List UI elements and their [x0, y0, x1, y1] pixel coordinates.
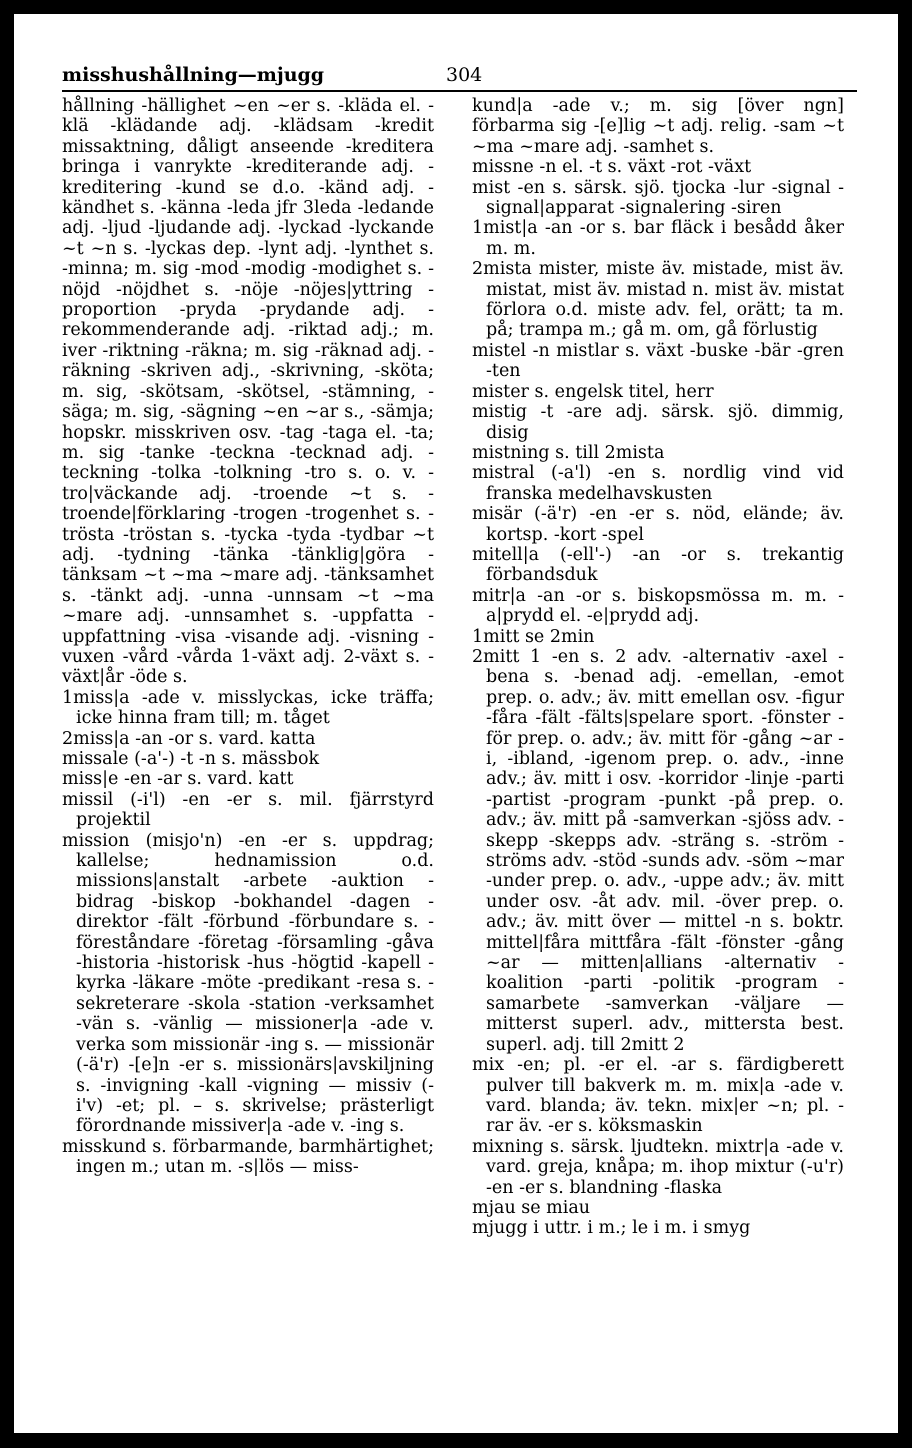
dictionary-entry: misskund s. förbarmande, barmhärtighet; ingen m.; utan m. -s|lös — miss-	[62, 1136, 434, 1178]
dictionary-entry: mjugg i uttr. i m.; le i m. i smyg	[472, 1218, 751, 1239]
dictionary-entry: mitr|a -an -or s. biskopsmössa m. m. -a|prydd el. -e|prydd adj.	[472, 585, 844, 627]
page-number: 304	[446, 64, 483, 86]
dictionary-entry: mistel -n mistlar s. växt -buske -bär -gren -ten	[472, 340, 844, 382]
dictionary-entry: 1mitt se 2min	[472, 626, 595, 647]
dictionary-entry: mistning s. till 2mista	[472, 442, 665, 463]
dictionary-entry: 1miss|a -ade v. misslyckas, icke träffa; icke hinna fram till; m. tåget	[62, 687, 434, 729]
dictionary-page	[14, 14, 898, 1433]
dictionary-entry: 2mista mister, miste äv. mistade, mist äv. mistat, mist äv. mistad n. mist äv. mistat förlora o.d. miste adv. fel, orätt; ta m. på; trampa m.; gå m. om, gå förlustig	[472, 259, 844, 341]
dictionary-entry: missale (-a'-) -t -n s. mässbok	[62, 749, 320, 769]
dictionary-entry: mix -en; pl. -er el. -ar s. färdigberett pulver till bakverk m. m. mix|a -ade v. vard. blanda; äv. tekn. mix|er ~n; pl. -rar äv. -er s. köksmaskin	[472, 1055, 844, 1137]
dictionary-entry: kund|a -ade v.; m. sig [över ngn] förbarma sig -[e]lig ~t adj. relig. -sam ~t ~ma ~mare adj. -samhet s.	[472, 96, 844, 157]
right-column	[472, 96, 844, 1239]
dictionary-entry: mixning s. särsk. ljudtekn. mixtr|a -ade v. vard. greja, knåpa; m. ihop mixtur (-u'r) -en -er s. blandning -flaska	[472, 1136, 844, 1198]
dictionary-entry: mister s. engelsk titel, herr	[472, 381, 714, 402]
dictionary-entry: mission (misjo'n) -en -er s. uppdrag; kallelse; hednamission o.d. missions|anstalt -arbete -auktion -bidrag -biskop -bokhandel -dagen -direktor -fält -förbund -förbundare s. -föreståndare -företag -församling -gåva -historia -historisk -hus -högtid -kapell -kyrka -läkare -möte -predikant -resa s. -sekreterare -skola -station -verksamhet -vän s. -vänlig — missioner|a -ade v. verka som missionär -ing s. — missionär (-ä'r) -[e]n -er s. missionärs|avskiljning s. -invigning -kall -vigning — missiv (-i'v) -et; pl. – s. skrivelse; prästerligt förordnande missiver|a -ade v. -ing s.	[62, 830, 434, 1137]
dictionary-entry: 2mitt 1 -en s. 2 adv. -alternativ -axel -bena s. -benad adj. -emellan, -emot prep. o. adv.; äv. mitt emellan osv. -figur -fåra -fält -fälts|spelare sport. -fönster -för prep. o. adv.; äv. mitt för -gång ~ar -i, -ibland, -igenom prep. o. adv., -inne adv.; äv. mitt i osv. -korridor -linje -parti -partist -program -punkt -på prep. o. adv.; äv. mitt på -samverkan -sjöss adv. -skepp -skepps adv. -sträng s. -ström -ströms adv. -stöd -sunds adv. -söm ~mar -under prep. o. adv., -uppe adv.; äv. mitt under osv. -åt adv. mil. -över prep. o. adv.; äv. mitt över — mittel -n s. boktr. mittel|fåra mittfåra -fält -fönster -gång ~ar — mitten|allians -alternativ -koalition -parti -politik -program -samarbete -samverkan -väljare — mitterst superl. adv., mittersta best. superl. adj. till 2mitt 2	[472, 646, 844, 1055]
left-column	[62, 96, 434, 1178]
dictionary-entry: mistral (-a'l) -en s. nordlig vind vid franska medelhavskusten	[472, 463, 844, 504]
dictionary-entry: mitell|a (-ell'-) -an -or s. trekantig förbandsduk	[472, 544, 844, 586]
dictionary-entry: mistig -t -are adj. särsk. sjö. dimmig, disig	[472, 402, 844, 443]
dictionary-entry: miss|e -en -ar s. vard. katt	[62, 769, 294, 790]
dictionary-entry: hållning -hällighet ~en ~er s. -kläda el. -klä -klädande adj. -klädsam -kredit missaktning, dåligt anseende -kreditera bringa i vanrykte -krediterande adj. -kreditering -kund se d.o. -känd adj. -kändhet s. -känna -leda jfr 3leda -ledande adj. -ljud -ljudande adj. -lyckad -lyckande ~t ~n s. -lyckas dep. -lynt adj. -lynthet s. -minna; m. sig -mod -modig -modighet s. -nöjd -nöjdhet s. -nöje -nöjes|yttring -proportion -pryda -prydande adj. -rekommenderande adj. -riktad adj.; m. iver -riktning -räkna; m. sig -räknad adj. -räkning -skriven adj., -skrivning, -sköta; m. sig, -skötsam, -skötsel, -stämning, -säga; m. sig, -sägning ~en ~ar s., -sämja; hopskr. misskriven osv. -tag -taga el. -ta; m. sig -tanke -teckna -tecknad adj. -teckning -tolka -tolkning -tro s. o. v. -tro|väckande adj. -troende ~t s. -troende|förklaring -trogen -trogenhet s. -trösta -tröstan s. -tycka -tyda -tydbar ~t adj. -tydning -tänka -tänklig|göra -tänksam ~t ~ma ~mare adj. -tänksamhet s. -tänkt adj. -unna -unnsam ~t ~ma ~mare adj. -unnsamhet s. -uppfatta -uppfattning -visa -visande adj. -visning -vuxen -vård -vårda 1-växt adj. 2-växt s. -växt|år -öde s.	[62, 96, 434, 688]
dictionary-entry: misär (-ä'r) -en -er s. nöd, elände; äv. kortsp. -kort -spel	[472, 504, 844, 545]
page-header	[62, 58, 857, 94]
dictionary-entry: 1mist|a -an -or s. bar fläck i besådd åker m. m.	[472, 218, 844, 259]
dictionary-entry: mjau se miau	[472, 1197, 591, 1218]
dictionary-entry: mist -en s. särsk. sjö. tjocka -lur -signal -signal|apparat -signalering -siren	[472, 177, 844, 219]
header-rule	[62, 90, 857, 92]
guide-words: misshushållning—mjugg	[62, 64, 325, 86]
dictionary-entry: missne -n el. -t s. växt -rot -växt	[472, 157, 752, 178]
dictionary-entry: 2miss|a -an -or s. vard. katta	[62, 728, 316, 749]
dictionary-entry: missil (-i'l) -en -er s. mil. fjärrstyrd projektil	[62, 789, 434, 831]
